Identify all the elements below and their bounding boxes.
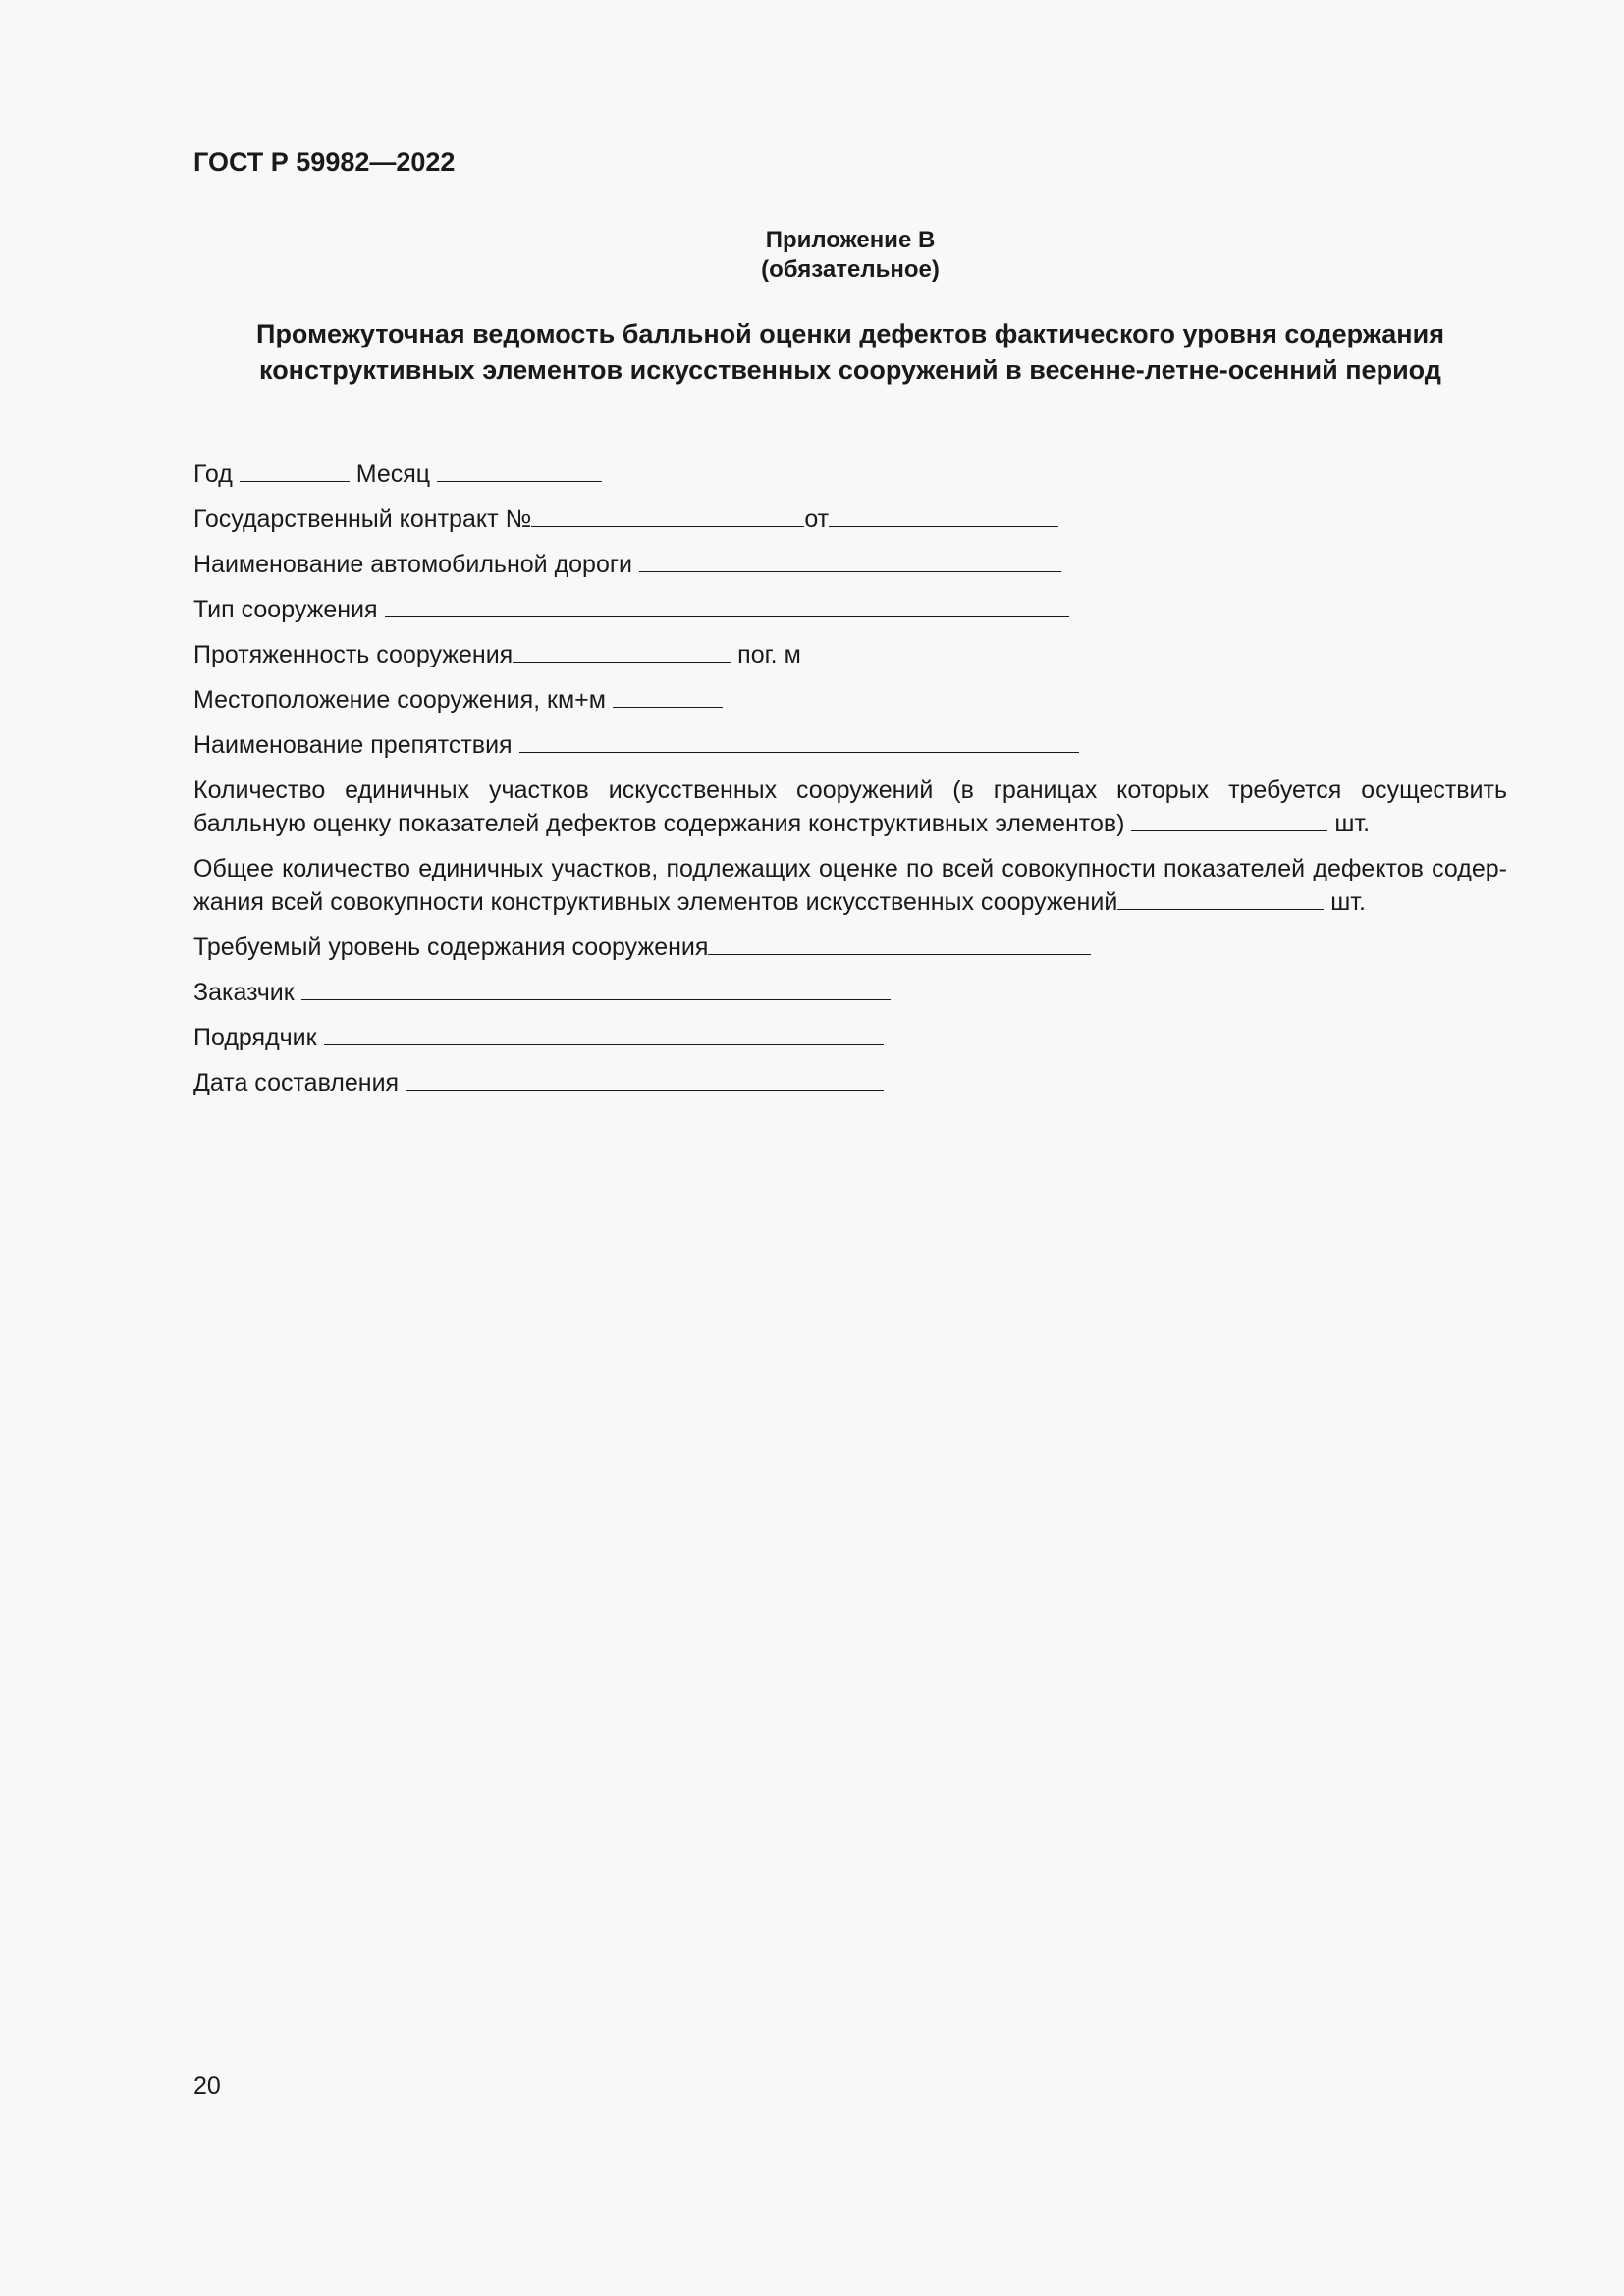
road-label: Наименование автомобильной дороги bbox=[193, 551, 632, 578]
contract-number-field[interactable] bbox=[531, 503, 804, 527]
obstacle-row bbox=[193, 728, 1507, 762]
month-field[interactable] bbox=[437, 457, 602, 482]
sections-row bbox=[193, 774, 1507, 840]
contractor-row bbox=[193, 1021, 1507, 1054]
month-label: Месяц bbox=[355, 460, 431, 488]
year-label: Год bbox=[193, 460, 233, 488]
appendix-label: Приложение В bbox=[765, 227, 936, 253]
appendix-status: (обязательное) bbox=[761, 256, 940, 283]
year-field[interactable] bbox=[240, 457, 350, 482]
road-field[interactable] bbox=[639, 548, 1061, 572]
total-sections-row bbox=[193, 852, 1507, 919]
page-number: 20 bbox=[193, 2072, 221, 2100]
level-label: Требуемый уровень содержания сооружения bbox=[193, 934, 709, 961]
sections-text: Количество единичных участков искусственных сооружений (в границах которых требуется осуществить балльную оценку показателей дефектов содержания конструктивных элементов) bbox=[193, 776, 1507, 837]
location-row bbox=[193, 683, 1507, 717]
contractor-label: Подрядчик bbox=[193, 1024, 317, 1051]
document-code: ГОСТ Р 59982—2022 bbox=[193, 147, 456, 177]
contract-from-label: от bbox=[804, 506, 830, 533]
total-sections-text: Общее количество единичных участков, подлежащих оценке по всей совокупности показателей дефектов содер-жания всей совокупности конструктивных элементов искусственных сооружений bbox=[193, 855, 1507, 916]
date-row bbox=[193, 1066, 1507, 1099]
contract-row bbox=[193, 503, 1507, 536]
form-fields bbox=[193, 457, 1507, 1111]
contractor-field[interactable] bbox=[324, 1021, 884, 1045]
appendix-heading bbox=[193, 226, 1507, 285]
date-label: Дата составления bbox=[193, 1069, 400, 1096]
contract-label: Государственный контракт № bbox=[193, 506, 532, 533]
obstacle-field[interactable] bbox=[519, 728, 1079, 753]
road-row bbox=[193, 548, 1507, 581]
customer-label: Заказчик bbox=[193, 979, 295, 1006]
sections-unit: шт. bbox=[1334, 810, 1371, 837]
contract-date-field[interactable] bbox=[829, 503, 1058, 527]
length-row bbox=[193, 638, 1507, 671]
length-label: Протяженность сооружения bbox=[193, 641, 514, 668]
level-row bbox=[193, 931, 1507, 964]
customer-row bbox=[193, 976, 1507, 1009]
form-title-line-2: конструктивных элементов искусственных сооружений в весенне-летне-осенний период bbox=[259, 355, 1441, 385]
total-sections-field[interactable] bbox=[1117, 885, 1324, 910]
location-label: Местоположение сооружения, км+м bbox=[193, 686, 606, 714]
year-month-row bbox=[193, 457, 1507, 491]
date-field[interactable] bbox=[406, 1066, 884, 1091]
length-field[interactable] bbox=[513, 638, 731, 663]
customer-field[interactable] bbox=[301, 976, 891, 1000]
level-field[interactable] bbox=[708, 931, 1091, 955]
total-sections-unit: шт. bbox=[1330, 888, 1366, 916]
form-title-line-1: Промежуточная ведомость балльной оценки дефектов фактического уровня содержания bbox=[256, 319, 1444, 348]
location-field[interactable] bbox=[613, 683, 723, 708]
length-unit: пог. м bbox=[737, 641, 801, 668]
structure-type-label: Тип сооружения bbox=[193, 596, 378, 623]
structure-type-field[interactable] bbox=[385, 593, 1069, 617]
obstacle-label: Наименование препятствия bbox=[193, 731, 513, 759]
sections-field[interactable] bbox=[1131, 807, 1327, 831]
structure-type-row bbox=[193, 593, 1507, 626]
form-title bbox=[193, 316, 1507, 389]
